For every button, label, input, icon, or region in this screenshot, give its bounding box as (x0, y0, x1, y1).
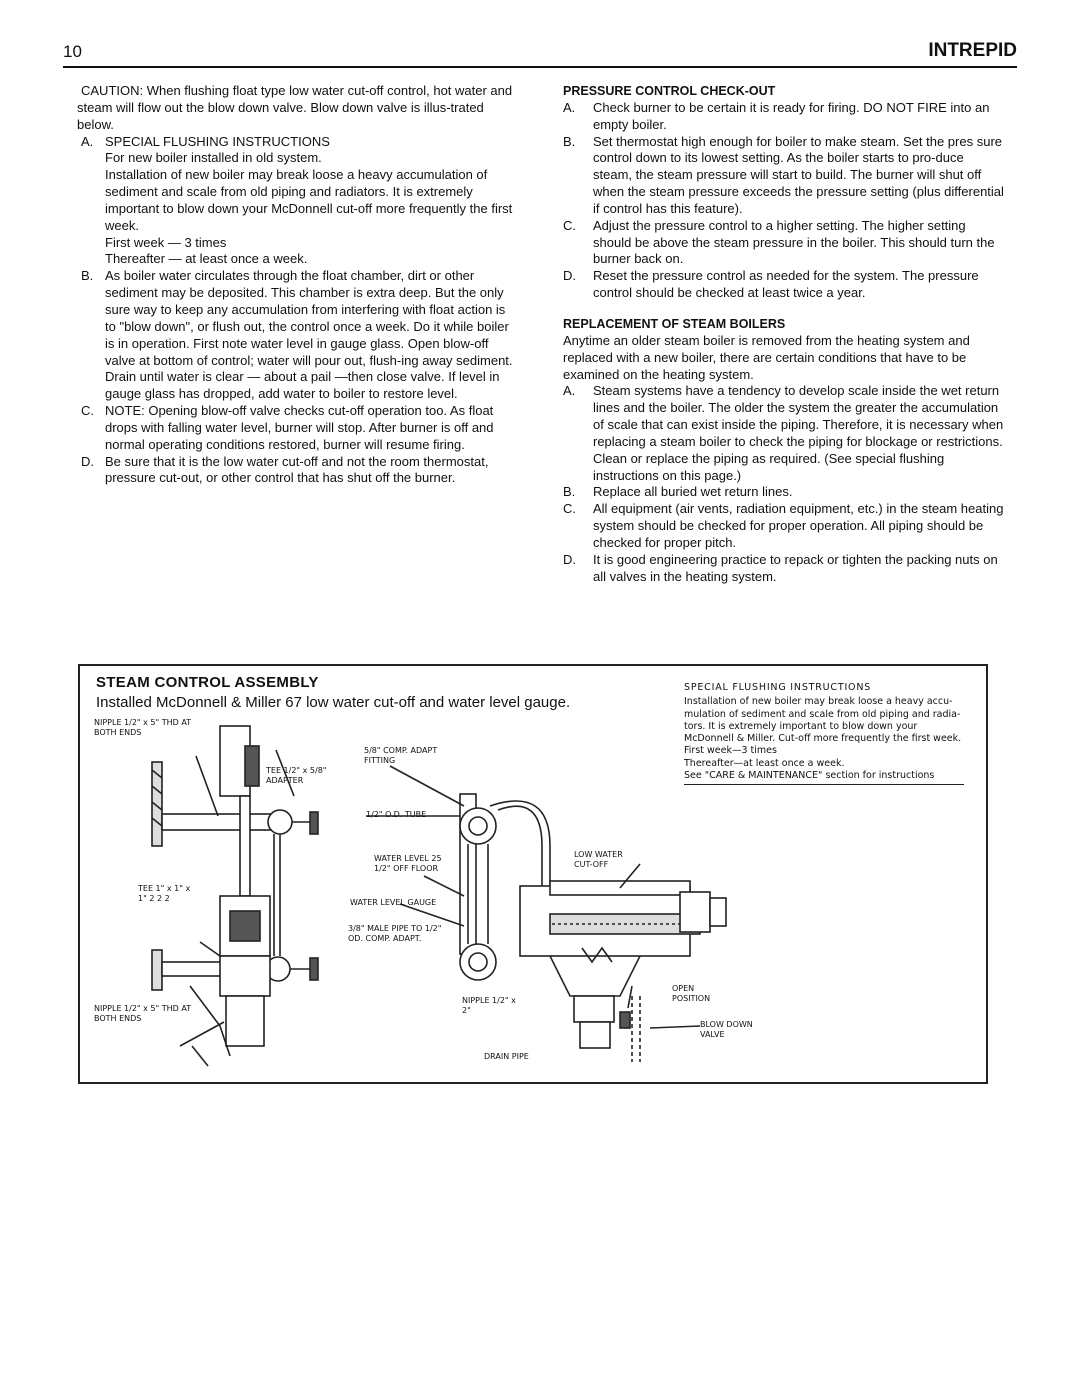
item-b-text: As boiler water circulates through the float chamber, dirt or other sediment may be deposited. This chamber is extra deep. But the only sure way to keep any accumulation from interfering with float action is to "blow down", or flush out, the control once a week. Do it while boiler is in operation. First note water level in gauge glass. Open blow-off valve at bottom of control; water will pour out, flush-ing away sediment. Drain until water is clear — about a pail —then close valve. If level in gauge glass has dropped, add water to boiler to restore level. (105, 268, 513, 402)
label-comp-adapt: 5/8" COMP. ADAPT FITTING (364, 746, 438, 765)
figure-title: STEAM CONTROL ASSEMBLY (96, 674, 319, 691)
pc-item-a (563, 100, 1005, 134)
item-letter: D. (81, 453, 94, 469)
special-flushing-box (684, 682, 964, 785)
item-c-text: NOTE: Opening blow-off valve checks cut-off operation too. As float drops with falling water level, burner will stop. After burner is off and normal operating conditions restored, burner will resume firing. (105, 403, 494, 452)
label-od-tube: 1/2" O.D. TUBE (366, 810, 427, 819)
label-nipple-bot: NIPPLE 1/2" x 5" THD AT BOTH ENDS (94, 1004, 192, 1023)
rs-item-b (563, 484, 1005, 501)
label-tee-mid: TEE 1" x 1" x 1" 2 2 2 (138, 884, 191, 903)
box-text: Installation of new boiler may break loose a heavy accu-mulation of sediment and scale from old piping and radia-tors. It is extremely important to blow down your McDonnell & Miller. Cut-off more frequently the first week. (684, 696, 962, 745)
item-letter: A. (81, 133, 94, 149)
item-letter: C. (563, 217, 576, 233)
item-letter: B. (81, 268, 94, 284)
pc-a-text: Check burner to be certain it is ready for firing. DO NOT FIRE into an empty boiler. (593, 99, 990, 132)
item-letter: D. (563, 551, 576, 567)
pc-b-text: Set thermostat high enough for boiler to make steam. Set the pres sure control down to its lowest setting. As the boiler starts to pro-duce steam, the steam pressure will start to build. The burner will shut off when the steam pressure exceeds the pressure setting (plus differential if control has this feature). (593, 133, 1004, 216)
item-d (77, 454, 517, 488)
pc-d-text: Reset the pressure control as needed for the system. The pressure control should be checked at least twice a year. (593, 268, 979, 301)
label-gauge: WATER LEVEL GAUGE (350, 898, 437, 907)
pc-item-c (563, 218, 1005, 269)
rs-a-text: Steam systems have a tendency to develop scale inside the wet return lines and the boiler. The older the system the greater the accumulation of scale that can exist inside the piping. Therefore, it is necessary when replacing a steam boiler to check the piping for blockage or restrictions. Clean or replace the piping as required. (See special flushing instructions on this page.) (593, 383, 1004, 483)
pc-c-text: Adjust the pressure control to a higher setting. The higher setting should be above the steam pressure in the boiler. This should turn the burner back on. (593, 217, 995, 267)
rs-item-a (563, 383, 1005, 484)
steam-control-assembly-figure (78, 664, 988, 1084)
item-a-line2: Installation of new boiler may break loose a heavy accumulation of sediment and scale from old piping and radiators. It is extremely important to blow down your McDonnell cut-off more frequently the first week. (105, 167, 513, 233)
caution-paragraph: CAUTION: When flushing float type low water cut-off control, hot water and steam will flow out the blow down valve. Blow down valve is illus-trated below. (77, 83, 513, 132)
rs-b-text: Replace all buried wet return lines. (593, 484, 793, 500)
brand-title: INTREPID (928, 40, 1017, 61)
item-letter: C. (563, 501, 576, 517)
box-see: See "CARE & MAINTENANCE" section for instructions (684, 770, 964, 785)
item-a-first: First week — 3 times (105, 234, 227, 250)
section-heading-replacement: REPLACEMENT OF STEAM BOILERS (563, 316, 786, 331)
page-header (63, 40, 1017, 68)
item-a-line1: For new boiler installed in old system. (105, 150, 322, 166)
label-nipple-top: NIPPLE 1/2" x 5" THD AT BOTH ENDS (94, 718, 192, 737)
item-letter: C. (81, 403, 94, 419)
rs-c-text: All equipment (air vents, radiation equipment, etc.) in the steam heating system should be checked for proper operation. All piping should be checked for proper pitch. (593, 501, 1004, 550)
item-d-text: Be sure that it is the low water cut-off and not the room thermostat, pressure cut-out, or other control that has shut off the burner. (105, 453, 489, 486)
label-low-water: LOW WATER CUT-OFF (574, 850, 623, 869)
item-a-title: SPECIAL FLUSHING INSTRUCTIONS (105, 133, 330, 149)
figure-subtitle: Installed McDonnell & Miller 67 low water cut-off and water level gauge. (96, 694, 571, 711)
label-male-pipe: 3/8" MALE PIPE TO 1/2" OD. COMP. ADAPT. (348, 924, 442, 943)
item-b (77, 268, 517, 403)
pc-item-d (563, 268, 1005, 302)
item-a (77, 134, 517, 269)
box-first: First week—3 times (684, 745, 777, 757)
box-after: Thereafter—at least once a week. (684, 757, 845, 769)
rs-d-text: It is good engineering practice to repack or tighten the packing nuts on all valves in the heating system. (593, 551, 998, 584)
box-heading: SPECIAL FLUSHING INSTRUCTIONS (684, 682, 872, 693)
label-blow-down: BLOW DOWN VALVE (700, 1020, 753, 1039)
section-heading-pressure: PRESSURE CONTROL CHECK-OUT (563, 84, 776, 98)
left-column (77, 83, 517, 487)
item-letter: B. (563, 484, 576, 500)
rs-item-c (563, 501, 1005, 552)
item-letter: B. (563, 133, 576, 149)
label-drain-pipe: DRAIN PIPE (484, 1052, 529, 1061)
label-water-level: WATER LEVEL 25 1/2" OFF FLOOR (374, 854, 442, 873)
item-letter: A. (563, 383, 576, 399)
pc-item-b (563, 134, 1005, 218)
rs-intro: Anytime an older steam boiler is removed from the heating system and replaced with a new boiler, there are certain conditions that have to be examined on the heating system. (563, 332, 970, 382)
label-open-position: OPEN POSITION (672, 984, 711, 1003)
right-column (563, 83, 1005, 585)
label-nipple-mid: NIPPLE 1/2" x 2" (462, 996, 516, 1015)
label-tee-top: TEE 1/2" x 5/8" ADAPTER (266, 766, 327, 785)
item-a-after: Thereafter — at least once a week. (105, 251, 308, 267)
item-c (77, 403, 517, 454)
rs-item-d (563, 552, 1005, 586)
page-number: 10 (63, 42, 82, 61)
item-letter: D. (563, 268, 576, 284)
item-letter: A. (563, 99, 576, 115)
